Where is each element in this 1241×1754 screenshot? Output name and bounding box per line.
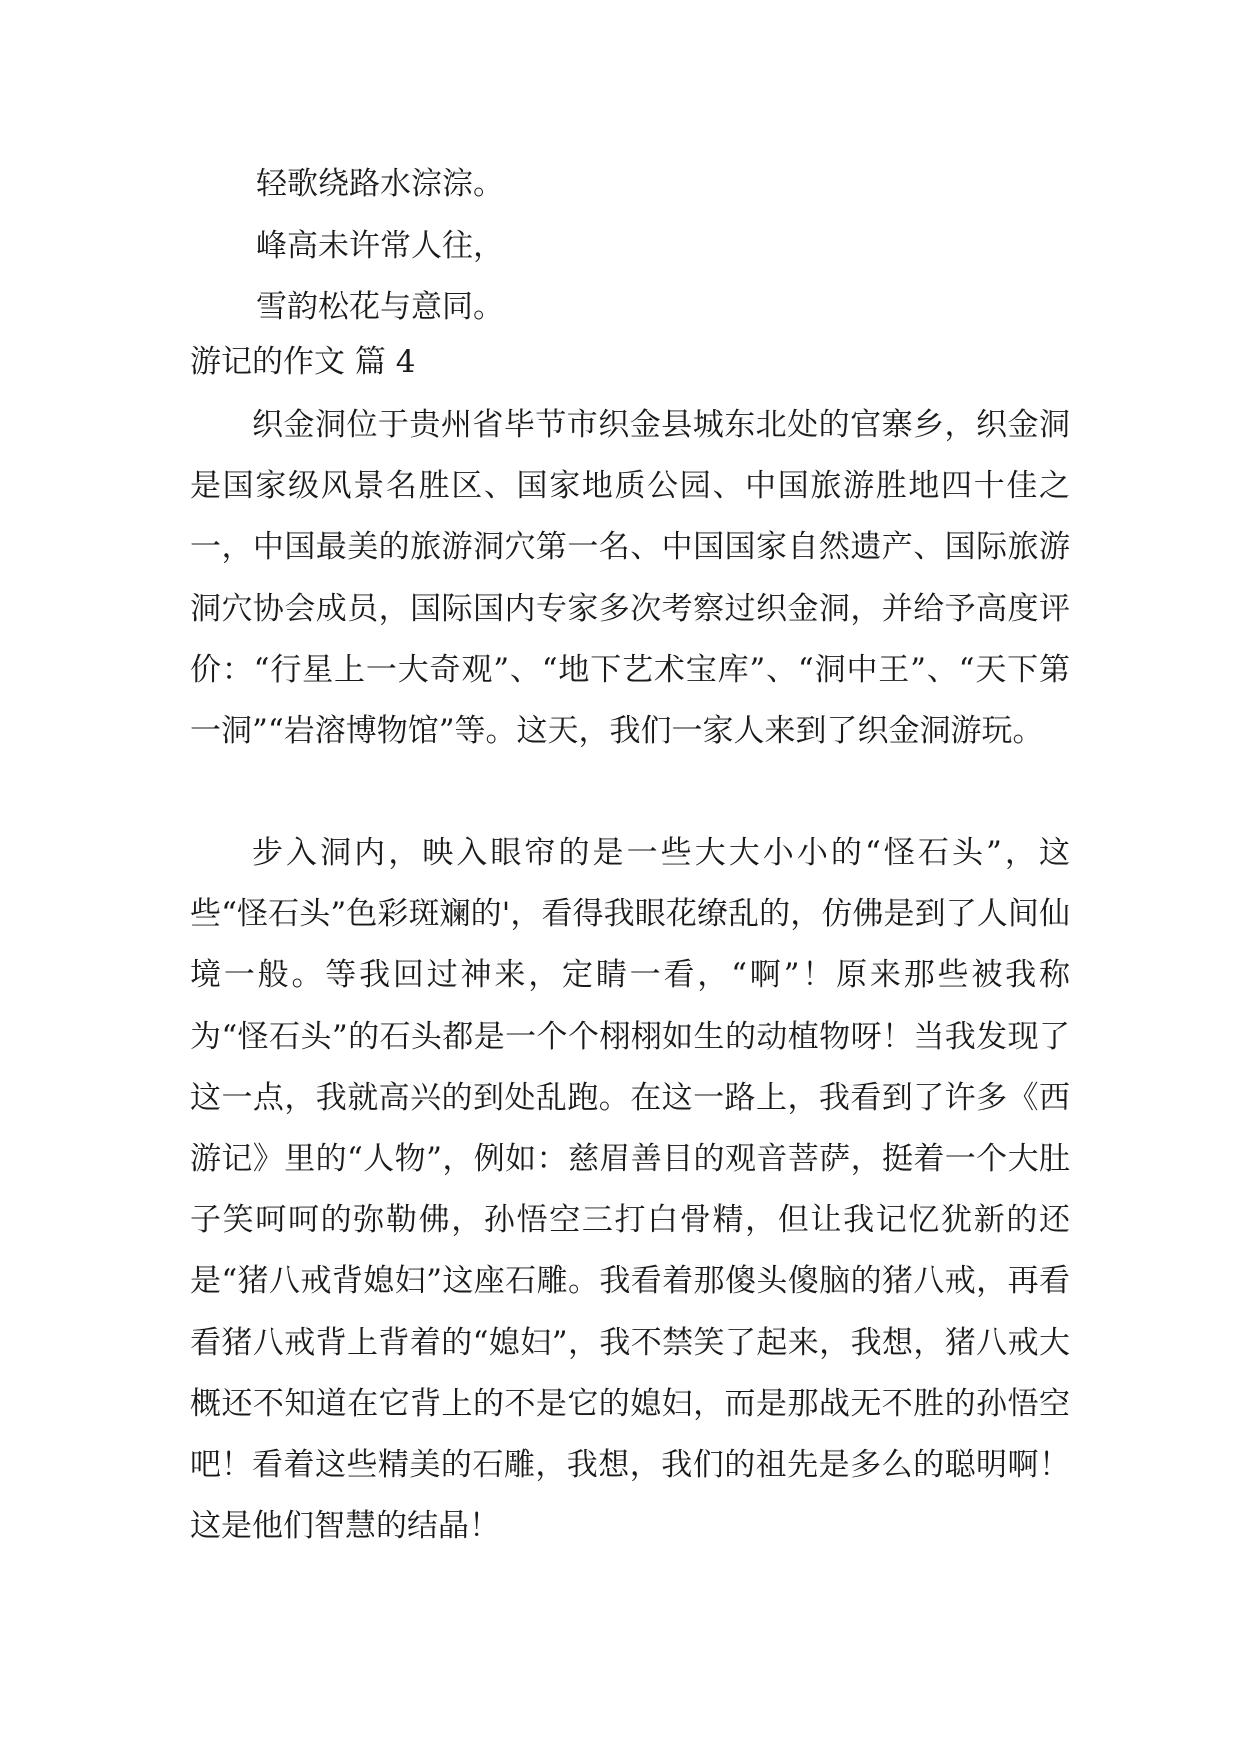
body-paragraph: 看着这些精美的石雕，我想，我们的祖先是多么的聪明啊！这是他们智慧的结晶！ bbox=[190, 1447, 1070, 1545]
poem-line: 轻歌绕路水淙淙。 bbox=[256, 166, 504, 202]
poem-line: 雪韵松花与意同。 bbox=[256, 289, 504, 325]
body-paragraph: 步入洞内，映入眼帘的是一些大大小小的“怪石头”，这些“怪石头”色彩斑斓的'，看得我眼花缭乱的，仿佛是到了人间仙境一般。等我回过神来，定睛一看，“啊”！原来那些被我称为“怪石头”的石头都是一个个栩栩如生的动植物呀！当我发现了这一点，我就高兴的到处乱跑。在这一路上，我看到了许多《西游记》里的“人物”，例如：慈眉善目的观音菩萨，挺着一个大肚子笑呵呵的弥勒佛，孙悟空三打白骨精，但让我记忆犹新的还是“猪八戒背媳妇”这座石雕。我看着那傻头傻脑的猪八戒，再看看猪八戒背上背着的“媳妇”，我不禁笑了起来，我想，猪八戒大概还不知道在它背上的不是它的媳妇，而是那战无不胜的孙悟空吧！ bbox=[190, 835, 1070, 1484]
poem-line: 峰高未许常人往， bbox=[256, 228, 504, 264]
section-title: 游记的作文 篇 4 bbox=[190, 344, 416, 380]
body-paragraph: 织金洞位于贵州省毕节市织金县城东北处的官寨乡，织金洞是国家级风景名胜区、国家地质公园、中国旅游胜地四十佳之一，中国最美的旅游洞穴第一名、中国国家自然遗产、国际旅游洞穴协会成员，国际国内专家多次考察过织金洞，并给予高度评价：“行星上一大奇观”、“地下艺术宝库”、“洞中王”、“天下第一洞”“岩溶博物馆”等。这天，我们一家人来到了织金洞游玩。 bbox=[190, 407, 1070, 750]
